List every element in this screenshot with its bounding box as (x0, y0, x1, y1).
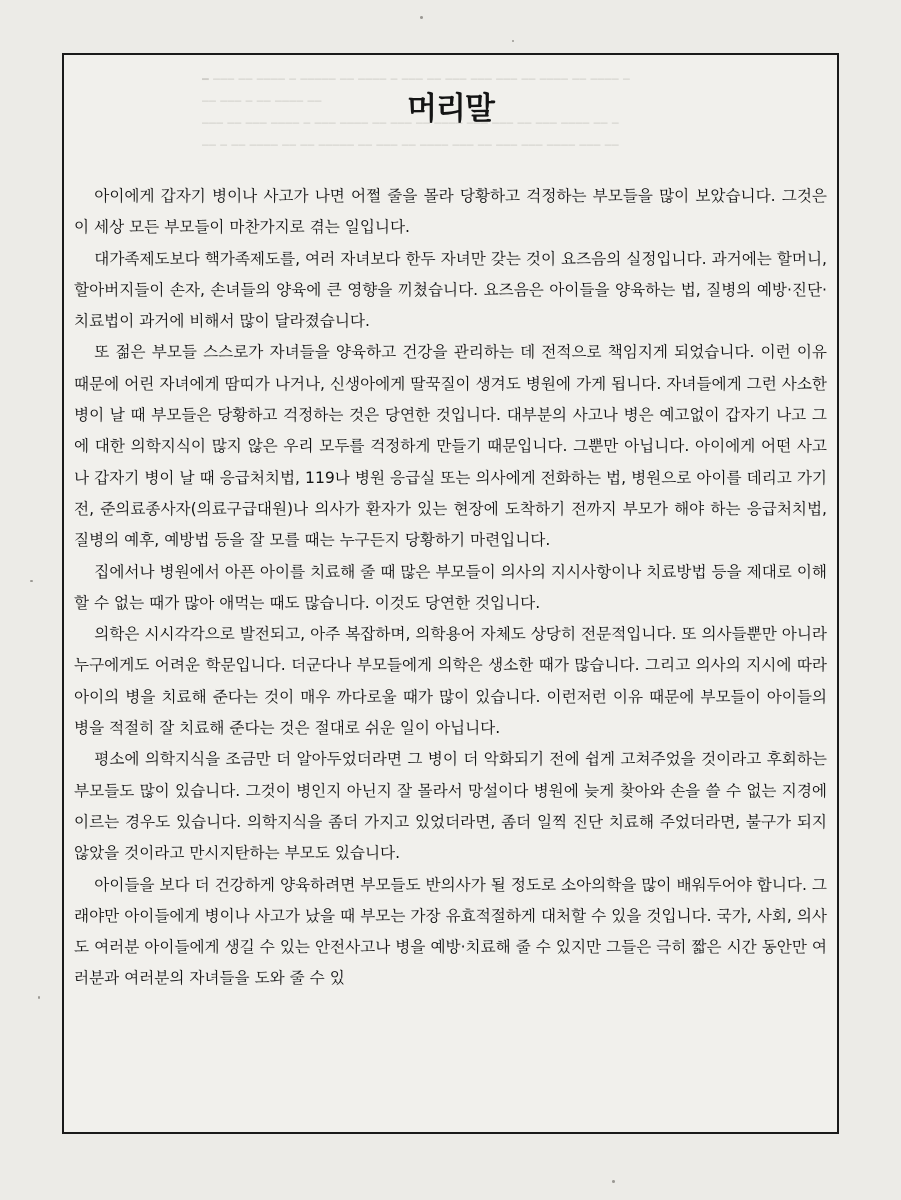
scan-speck (38, 996, 40, 999)
body-text (74, 181, 827, 995)
page-frame (62, 53, 839, 1134)
paragraph: 의학은 시시각각으로 발전되고, 아주 복잡하며, 의학용어 자체도 상당히 전문적입니다. 또 의사들뿐만 아니라 누구에게도 어려운 학문입니다. 더군다나 부모들에게 의학은 생소한 때가 많습니다. 그리고 의사의 지시에 따라 아이의 병을 치료해 준다는 것이 매우 까다로울 때가 많이 있습니다. 이런저런 이유 때문에 부모들이 아이들의 병을 적절히 잘 치료해 준다는 것은 절대로 쉬운 일이 아닙니다. (74, 625, 827, 738)
scan-speck (512, 40, 514, 42)
paragraph: 또 젊은 부모들 스스로가 자녀들을 양육하고 건강을 관리하는 데 전적으로 책임지게 되었습니다. 이런 이유 때문에 어린 자녀에게 땀띠가 나거나, 신생아에게 딸꾹질이 생겨도 병원에 가게 됩니다. 자녀들에게 그런 사소한 병이 날 때 부모들은 당황하고 걱정하는 것은 당연한 것입니다. 대부분의 사고나 병은 예고없이 갑자기 나고 그에 대한 의학지식이 많지 않은 우리 모두를 걱정하게 만들기 때문입니다. 그뿐만 아닙니다. 아이에게 어떤 사고나 갑자기 병이 날 때 응급처치법, 119나 병원 응급실 또는 의사에게 전화하는 법, 병원으로 아이를 데리고 가기 전, 준의료종사자(의료구급대원)나 의사가 환자가 있는 현장에 도착하기 전까지 부모가 해야 하는 응급처치법, 질병의 예후, 예방법 등을 잘 모를 때는 누구든지 당황하기 마련입니다. (74, 343, 827, 550)
paragraph: 대가족제도보다 핵가족제도를, 여러 자녀보다 한두 자녀만 갖는 것이 요즈음의 실정입니다. 과거에는 할머니, 할아버지들이 손자, 손녀들의 양육에 큰 영향을 끼쳤습니다. 요즈음은 아이들을 양육하는 법, 질병의 예방·진단·치료법이 과거에 비해서 많이 달라졌습니다. (74, 249, 827, 331)
scan-speck (420, 16, 423, 19)
paragraph: 아이에게 갑자기 병이나 사고가 나면 어쩔 줄을 몰라 당황하고 걱정하는 부모들을 많이 보았습니다. 그것은 이 세상 모든 부모들이 마찬가지로 겪는 일입니다. (74, 187, 827, 237)
scan-speck (30, 580, 33, 582)
paragraph: 평소에 의학지식을 조금만 더 알아두었더라면 그 병이 더 악화되기 전에 쉽게 고쳐주었을 것이라고 후회하는 부모들도 많이 있습니다. 그것이 병인지 아닌지 잘 몰라서 망설이다 병원에 늦게 찾아와 손을 쓸 수 없는 지경에 이르는 경우도 있습니다. 의학지식을 좀더 가지고 있었더라면, 좀더 일찍 진단 치료해 주었더라면, 불구가 되지 않았을 것이라고 만시지탄하는 부모도 있습니다. (74, 750, 827, 863)
paragraph: 집에서나 병원에서 아픈 아이를 치료해 줄 때 많은 부모들이 의사의 지시사항이나 치료방법 등을 제대로 이해할 수 없는 때가 많아 애먹는 때도 많습니다. 이것도 당연한 것입니다. (74, 562, 827, 612)
page-title: 머리말 (407, 91, 494, 127)
bleed-through-text: ━ ─── ── ──── ─ ───── ── ──── ─ ─── ── ─── ─── ─── ── ──── ── ──── ─ ── ─── ─ ── ──── ── ─── ── ─── ──── ─ ─── ──── ── ─── ── ──── ─── ─── ── ─── ──── ── ─ ── ─ ── ──── ── ── ───── ── ─── ── ──── ─── ── ─── ─── ──── ─── ── (202, 73, 631, 152)
scan-speck (612, 1180, 615, 1183)
paragraph: 아이들을 보다 더 건강하게 양육하려면 부모들도 반의사가 될 정도로 소아의학을 많이 배워두어야 합니다. 그래야만 아이들에게 병이나 사고가 났을 때 부모는 가장 유효적절하게 대처할 수 있을 것입니다. 국가, 사회, 의사도 여러분 아이들에게 생길 수 있는 안전사고나 병을 예방·치료해 줄 수 있지만 그들은 극히 짧은 시간 동안만 여러분과 여러분의 자녀들을 도와 줄 수 있 (74, 875, 827, 988)
